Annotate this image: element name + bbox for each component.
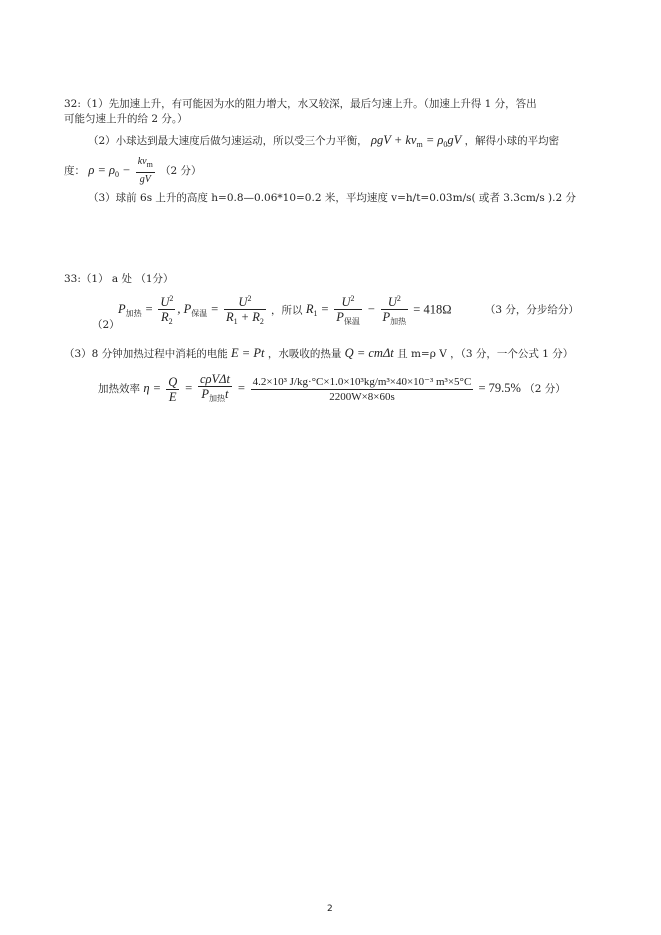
q32-line-4-text: 度： bbox=[64, 164, 85, 177]
q33-line-1: 33:（1） a 处 （1分） bbox=[64, 273, 174, 285]
q32-line-4 bbox=[64, 155, 202, 187]
efficiency-denominator: 2200W×8×60s bbox=[329, 390, 395, 403]
q33-line-2-score: （3 分，分步给分） bbox=[484, 304, 579, 317]
heat-formula: Q = cmΔt bbox=[344, 346, 394, 360]
q32-line-1: 32:（1）先加速上升，有可能因为水的阻力增大，水又较深，最后匀速上升。（加速上升得 1 分，答出 bbox=[64, 98, 537, 110]
q33-line-4 bbox=[98, 372, 566, 406]
resistance-formula: $R_1$ = $\frac{U^2}{P_{保温}}$ − $\frac{U^2}{P_{加热}}$ bbox=[305, 294, 407, 326]
q32-line-3 bbox=[88, 133, 559, 152]
q33-line-2-mid: ，所以 bbox=[271, 304, 303, 317]
heat-label-3: 加热 bbox=[209, 394, 226, 403]
q33-line-4-score: （2 分） bbox=[524, 382, 566, 395]
q32-line-4-score: （2 分） bbox=[159, 164, 202, 177]
page-number: 2 bbox=[327, 904, 333, 914]
q33-line-3 bbox=[64, 346, 573, 361]
efficiency-result: = 79.5% bbox=[478, 380, 521, 395]
heat-label-2: 加热 bbox=[390, 317, 407, 326]
energy-formula: E = Pt bbox=[231, 346, 265, 360]
force-balance-equation: $\rho gV + kv_m = \rho_0gV$ bbox=[371, 133, 462, 149]
q32-line-3-text: （2）小球达到最大速度后做匀速运动，所以受三个力平衡， bbox=[88, 135, 368, 147]
density-formula: $\rho = \rho_0$ − $\frac{kv_m}{gV}$ bbox=[88, 156, 153, 185]
resistance-result: = 418Ω bbox=[413, 302, 452, 317]
q33-line-2 bbox=[118, 292, 579, 329]
keep-label: 保温 bbox=[191, 309, 208, 319]
q32-line-3-tail: ，解得小球的平均密 bbox=[464, 135, 560, 147]
q33-line-3-text: （3）8 分钟加热过程中消耗的电能 bbox=[64, 348, 228, 360]
q33-line-3-tail: 且 m=ρ V ，（3 分，一个公式 1 分） bbox=[397, 348, 574, 360]
keep-label-2: 保温 bbox=[343, 317, 360, 326]
q32-line-2: 可能匀速上升的给 2 分。） bbox=[64, 113, 188, 125]
q33-line-4-text: 加热效率 bbox=[98, 382, 140, 395]
q32-line-5: （3）球前 6s 上升的高度 h=0.8—0.06*10=0.2 米，平均速度 v=h/t=0.03m/s( 或者 3.3cm/s ).2 分 bbox=[88, 192, 577, 204]
heat-label: 加热 bbox=[125, 309, 142, 319]
q33-line-3-mid: ，水吸收的热量 bbox=[267, 348, 342, 360]
power-formulas: $P_{加热}$ = $\frac{U^2}{R_2}$ , $P_{保温}$ = $\frac{U^2}{R_1 + R_2}$ bbox=[118, 294, 264, 326]
efficiency-numerator: 4.2×10³ J/kg·°C×1.0×10³kg/m³×40×10⁻³ m³×5°C bbox=[252, 375, 472, 388]
efficiency-formula: η = $\frac{Q}{E}$ = $\frac{\text{cρVΔt}}{P_{加热}t}$ = $\frac{\text{4.2×10³ J/kg·°C×1.0×10³kg/m³×40×10⁻³ m³×5°C}}{2200W\times 8\times 60s}$ bbox=[143, 372, 472, 404]
q33-part2-label: （2） bbox=[92, 319, 120, 331]
